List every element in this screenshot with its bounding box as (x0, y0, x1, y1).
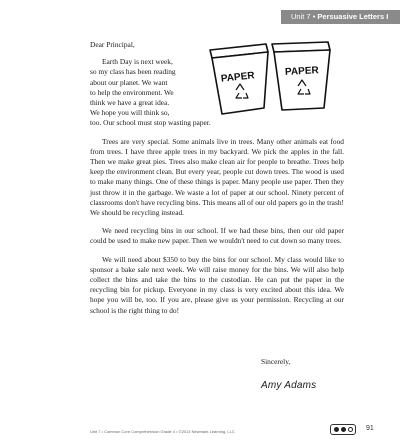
level-dot-filled (341, 427, 346, 432)
difficulty-level-indicator (330, 424, 356, 435)
p1-line: about our planet. We want (90, 77, 168, 87)
p1-line: Earth Day is next week, (102, 57, 173, 67)
p1-line: so my class has been reading (90, 67, 176, 77)
footer-copyright: Unit 7 • Common Core Comprehension Grade 4 • ©2013 Newmark Learning, LLC (90, 429, 235, 434)
letter-body (90, 40, 344, 316)
header-separator: • (312, 12, 316, 21)
paragraph-2: Trees are very special. Some animals live in trees. Many other animals eat food from trees. I have three apple trees in my backyard. We pick the apples in the fall. Then we make great pies. Trees also make clean air for people to breathe. Trees help keep the environment clean. But every year, people cut down trees. The wood is used to make many things. One of these things is paper. Many people use paper. Then they just throw it in the garbage. We waste a lot of paper at our school. Ninety percent of classrooms don't have recycling bins. This means all of our old papers go in the trash! We should be recycling instead. (90, 136, 344, 218)
topic-label: Persuasive Letters I (317, 12, 389, 21)
unit-header-tab (281, 10, 400, 24)
p1-line: to help the environment. We (90, 87, 174, 97)
paragraph-4: We will need about $350 to buy the bins for our school. My class would like to sponsor a bake sale next week. We will raise money for the bins. We will also help collect the bins and take the bins to the custodian. He can put the paper in the recycling bin for pickup. Everyone in my class is very excited about this idea. We hope you will be, too. If you are, please give us your permission. Recycling at our school is the right thing to do! (90, 254, 344, 315)
left-bin-label: PAPER (220, 70, 256, 85)
unit-label: Unit 7 (291, 12, 311, 21)
level-dot-empty (348, 427, 353, 432)
page-number: 91 (366, 425, 374, 432)
paragraph-3: We need recycling bins in our school. If we had these bins, then our old paper could be used to make new paper. Then we wouldn't need to cut down so many trees. (90, 226, 344, 246)
p1-line: We hope you will think so, (90, 108, 170, 118)
signature: Amy Adams (261, 380, 317, 391)
p1-line: too. Our school must stop wasting paper. (90, 118, 211, 128)
paragraph-1 (90, 57, 344, 128)
salutation: Dear Principal, (90, 40, 135, 49)
level-dot-filled (334, 427, 339, 432)
closing-block (261, 357, 316, 391)
right-bin-label: PAPER (284, 65, 319, 78)
closing: Sincerely, (261, 357, 291, 366)
p1-line: think we have a great idea. (90, 98, 170, 108)
